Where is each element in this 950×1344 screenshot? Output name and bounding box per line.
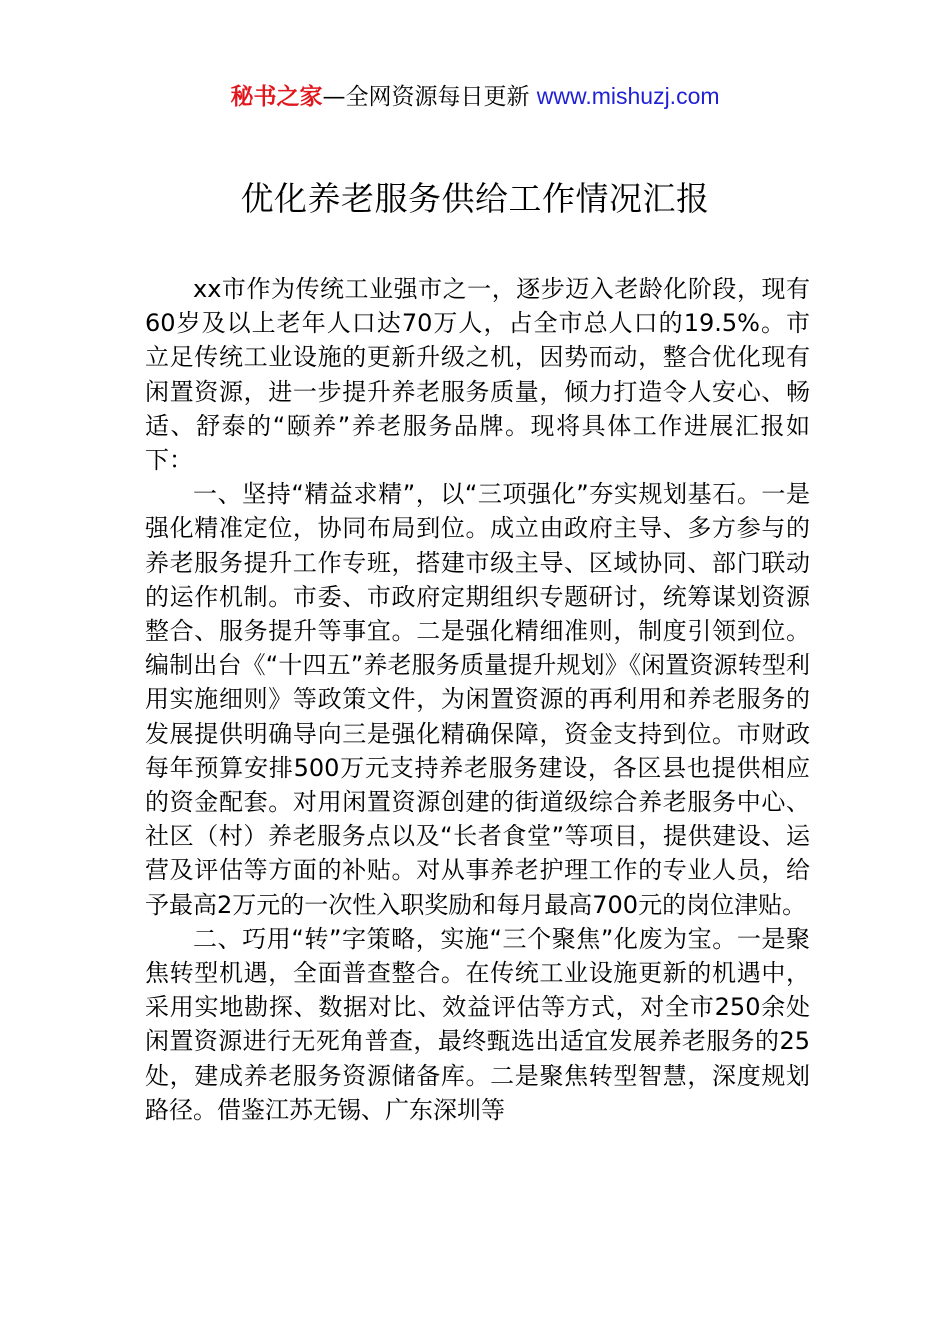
site-header [0,80,950,113]
header-tagline: —全网资源每日更新 [322,84,537,110]
document-body [145,272,810,1127]
paragraph-section-two: 二、巧用“转”字策略，实施“三个聚焦”化废为宝。一是聚焦转型机遇，全面普查整合。在传统工业设施更新的机遇中，采用实地勘探、数据对比、效益评估等方式，对全市250余处闲置资源进行无死角普查，最终甄选出适宜发展养老服务的25处，建成养老服务资源储备库。二是聚焦转型智慧，深度规划路径。借鉴江苏无锡、广东深圳等 [145,924,810,1124]
paragraph-section-one: 一、坚持“精益求精”，以“三项强化”夯实规划基石。一是强化精准定位，协同布局到位。成立由政府主导、多方参与的养老服务提升工作专班，搭建市级主导、区域协同、部门联动的运作机制。市委、市政府定期组织专题研讨，统筹谋划资源整合、服务提升等事宜。二是强化精细准则，制度引领到位。编制出台《“十四五”养老服务质量提升规划》《闲置资源转型利用实施细则》等政策文件，为闲置资源的再利用和养老服务的发展提供明确导向三是强化精确保障，资金支持到位。市财政每年预算安排500万元支持养老服务建设，各区县也提供相应的资金配套。对用闲置资源创建的街道级综合养老服务中心、社区（村）养老服务点以及“长者食堂”等项目，提供建设、运营及评估等方面的补贴。对从事养老护理工作的专业人员，给予最高2万元的一次性入职奖励和每月最高700元的岗位津贴。 [145,480,810,919]
site-url-link[interactable]: www.mishuzj.com [536,83,720,109]
paragraph-intro: xx市作为传统工业强市之一，逐步迈入老龄化阶段，现有60岁及以上老年人口达70万人，占全市总人口的19.5%。市立足传统工业设施的更新升级之机，因势而动，整合优化现有闲置资源，进一步提升养老服务质量，倾力打造令人安心、畅适、舒泰的“颐养”养老服务品牌。现将具体工作进展汇报如下： [145,275,810,475]
brand-name: 秘书之家 [230,84,323,110]
document-title: 优化养老服务供给工作情况汇报 [240,179,710,218]
